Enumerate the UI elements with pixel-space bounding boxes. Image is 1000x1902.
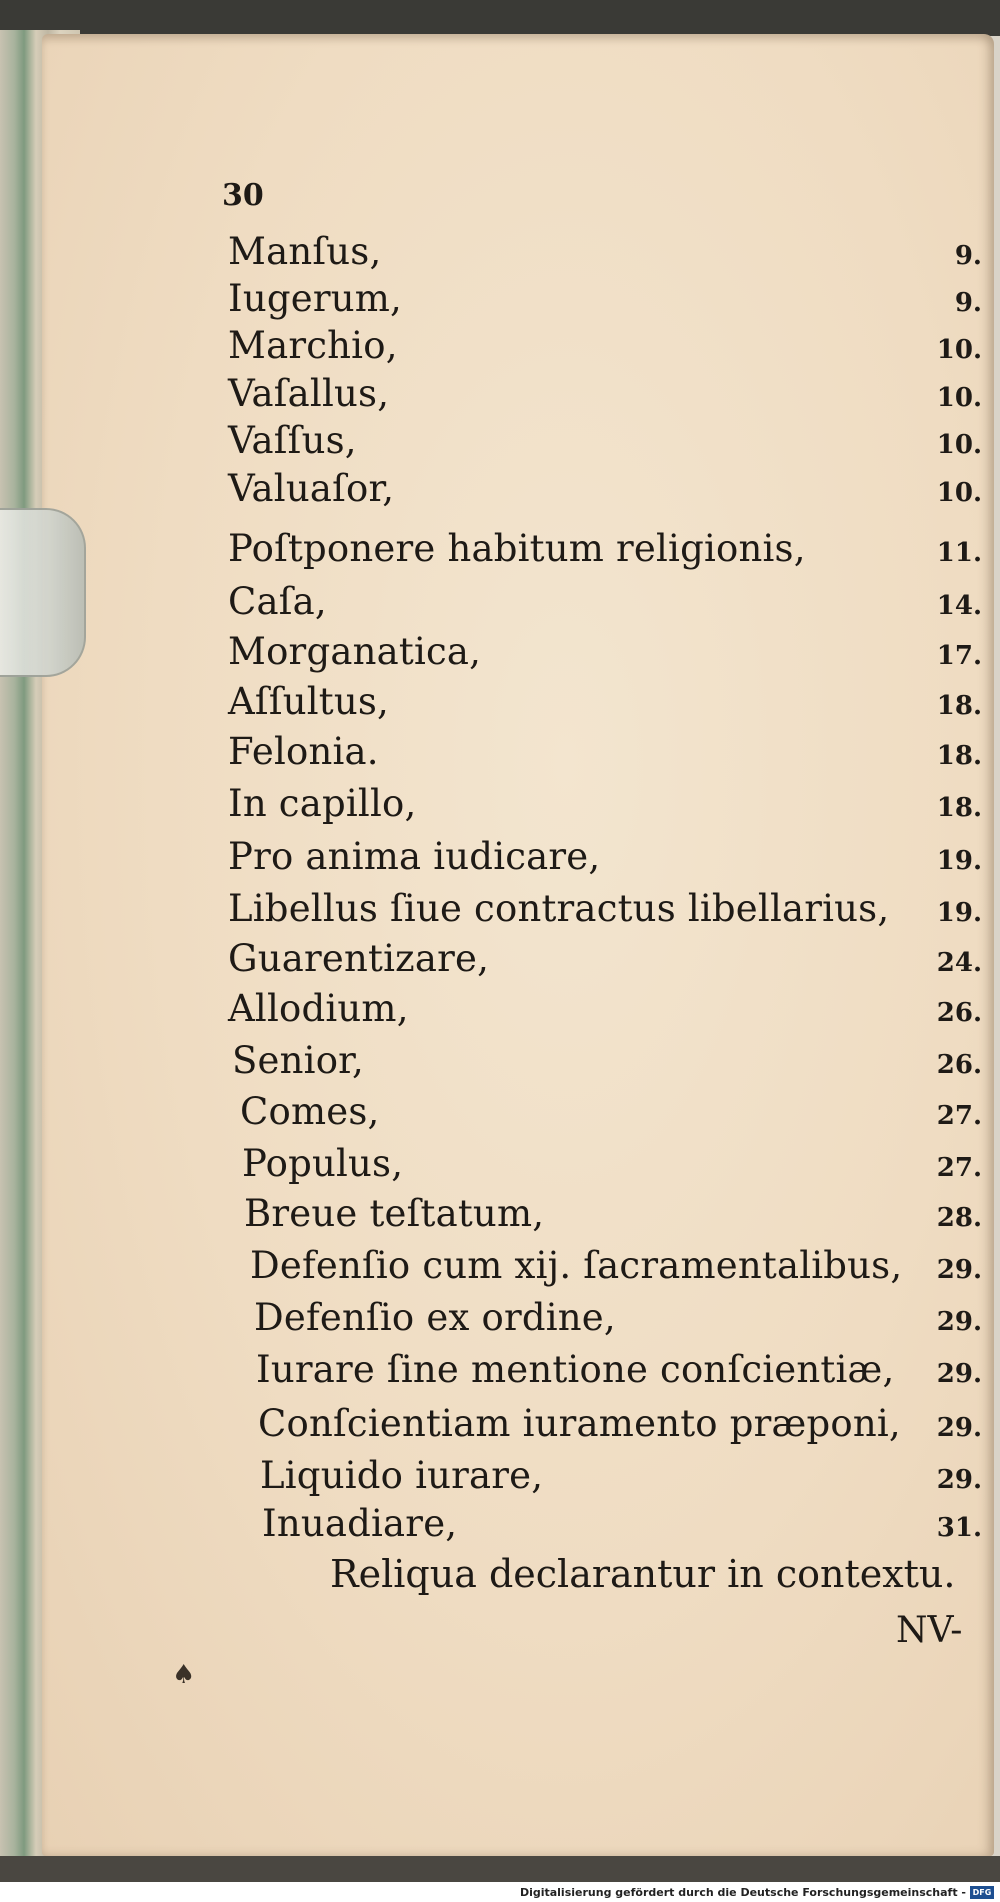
index-entry <box>0 1088 1000 1136</box>
index-term: Defenſio ex ordine, <box>254 1296 616 1339</box>
index-entry <box>0 780 1000 828</box>
index-entry <box>0 228 1000 276</box>
index-page-ref: 27. <box>936 1153 982 1183</box>
index-term: Comes, <box>240 1090 380 1133</box>
index-page-ref: 19. <box>936 846 982 876</box>
index-term: Liquido iurare, <box>260 1454 544 1497</box>
index-page-ref: 18. <box>936 691 982 721</box>
index-page-ref: 14. <box>936 591 982 621</box>
index-page-ref: 26. <box>936 1050 982 1080</box>
index-term: Pro anima iudicare, <box>228 835 601 878</box>
index-term: Guarentizare, <box>228 937 490 980</box>
index-entry <box>0 1140 1000 1188</box>
digitization-credit: Digitalisierung gefördert durch die Deutsche Forschungsgemeinschaft - <box>519 1886 966 1899</box>
index-page-ref: 10. <box>936 335 982 365</box>
index-entry <box>0 370 1000 418</box>
index-page-ref: 29. <box>936 1359 982 1389</box>
index-page-ref: 18. <box>936 741 982 771</box>
ink-mark: ♠ <box>172 1660 196 1690</box>
index-term: Iugerum, <box>228 277 402 320</box>
index-term: Inuadiare, <box>262 1502 458 1545</box>
index-entry <box>0 1190 1000 1238</box>
index-page-ref: 11. <box>936 538 982 568</box>
index-term: Caſa, <box>228 580 327 623</box>
index-page-ref: 27. <box>936 1101 982 1131</box>
index-term: Morganatica, <box>228 630 482 673</box>
index-entry <box>0 578 1000 626</box>
index-page-ref: 9. <box>954 241 982 271</box>
index-term: Conſcientiam iuramento præponi, <box>258 1402 901 1445</box>
index-entry <box>0 885 1000 933</box>
index-entry <box>0 1037 1000 1085</box>
index-entry <box>0 275 1000 323</box>
index-entry <box>0 525 1000 573</box>
catchword: NV- <box>896 1610 963 1651</box>
index-term: Vaſallus, <box>228 372 390 415</box>
index-entry <box>0 1452 1000 1500</box>
index-entry <box>0 1500 1000 1548</box>
index-term: Defenſio cum xij. ſacramentalibus, <box>250 1244 903 1287</box>
index-page-ref: 28. <box>936 1203 982 1233</box>
index-page-ref: 9. <box>954 288 982 318</box>
index-page-ref: 24. <box>936 948 982 978</box>
index-term: Valuaſor, <box>228 467 395 510</box>
index-page-ref: 31. <box>936 1513 982 1543</box>
index-entry <box>0 322 1000 370</box>
index-entry <box>0 417 1000 465</box>
index-entry <box>0 1400 1000 1448</box>
index-term: Manſus, <box>228 230 382 273</box>
index-term: In capillo, <box>228 782 417 825</box>
index-page-ref: 10. <box>936 478 982 508</box>
index-page-ref: 29. <box>936 1255 982 1285</box>
page-number: 30 <box>222 178 264 213</box>
index-term: Vaſſus, <box>228 419 357 462</box>
index-term: Felonia. <box>228 730 379 773</box>
index-entry <box>0 728 1000 776</box>
index-entry <box>0 628 1000 676</box>
index-term: Populus, <box>242 1142 404 1185</box>
index-term: Marchio, <box>228 324 398 367</box>
index-page-ref: 10. <box>936 383 982 413</box>
index-term: Libellus ſiue contractus libellarius, <box>228 887 890 930</box>
index-term: Senior, <box>232 1039 364 1082</box>
index-page-ref: 26. <box>936 998 982 1028</box>
index-entry <box>0 1242 1000 1290</box>
index-entry <box>0 678 1000 726</box>
index-term: Poſtponere habitum religionis, <box>228 527 806 570</box>
index-page-ref: 10. <box>936 430 982 460</box>
index-term: Allodium, <box>228 987 409 1030</box>
index-page-ref: 29. <box>936 1413 982 1443</box>
index-entry <box>0 833 1000 881</box>
dfg-logo-badge: DFG <box>970 1886 994 1899</box>
index-entry <box>0 985 1000 1033</box>
index-page-ref: 17. <box>936 641 982 671</box>
index-page-ref: 29. <box>936 1307 982 1337</box>
index-term: Breue teſtatum, <box>244 1192 545 1235</box>
index-entry <box>0 1294 1000 1342</box>
index-entry <box>0 465 1000 513</box>
index-page-ref: 19. <box>936 898 982 928</box>
closing-line: Reliqua declarantur in contextu. <box>330 1552 956 1596</box>
index-term: Iurare ſine mentione conſcientiæ, <box>256 1348 895 1391</box>
index-page-ref: 29. <box>936 1465 982 1495</box>
index-page-ref: 18. <box>936 793 982 823</box>
index-entry <box>0 1346 1000 1394</box>
index-term: Aſſultus, <box>228 680 390 723</box>
index-entry <box>0 935 1000 983</box>
